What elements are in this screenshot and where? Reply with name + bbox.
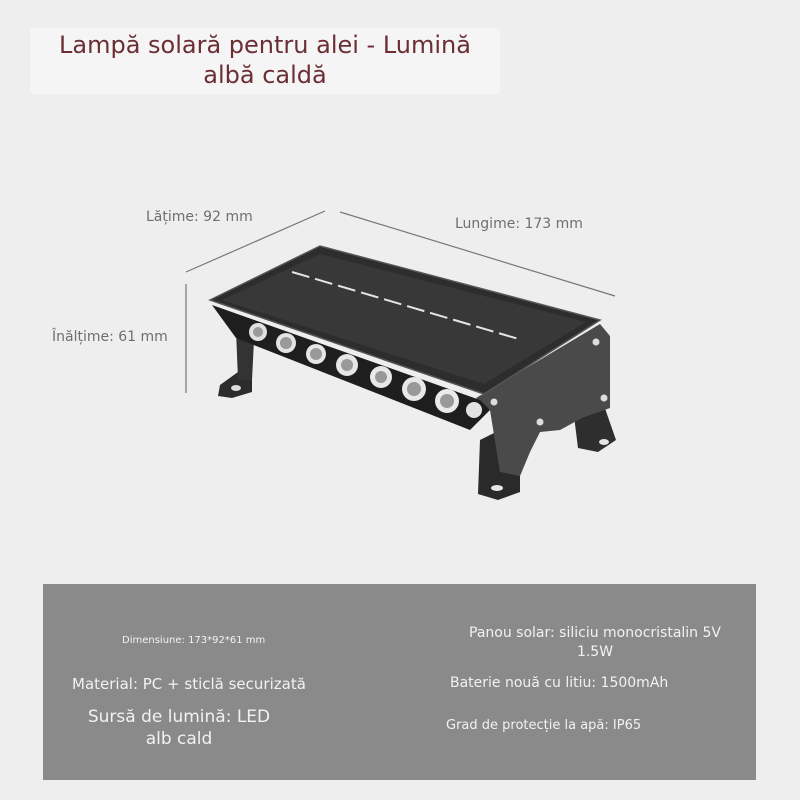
length-label: Lungime: 173 mm (455, 216, 583, 232)
width-label: Lățime: 92 mm (146, 209, 253, 225)
spec-dimensions: Dimensiune: 173*92*61 mm (122, 635, 266, 646)
spec-battery: Baterie nouă cu litiu: 1500mAh (450, 675, 669, 691)
spec-solar-panel: Panou solar: siliciu monocristalin 5V 1.5W (469, 625, 721, 660)
spec-light-source: Sursă de lumină: LED alb cald (87, 707, 271, 749)
height-label: Înălțime: 61 mm (52, 329, 168, 345)
spec-material: Material: PC + sticlă securizată (72, 675, 306, 693)
spec-waterproof: Grad de protecție la apă: IP65 (446, 718, 642, 733)
page-title: Lampă solară pentru alei - Lumină albă caldă (59, 31, 471, 89)
